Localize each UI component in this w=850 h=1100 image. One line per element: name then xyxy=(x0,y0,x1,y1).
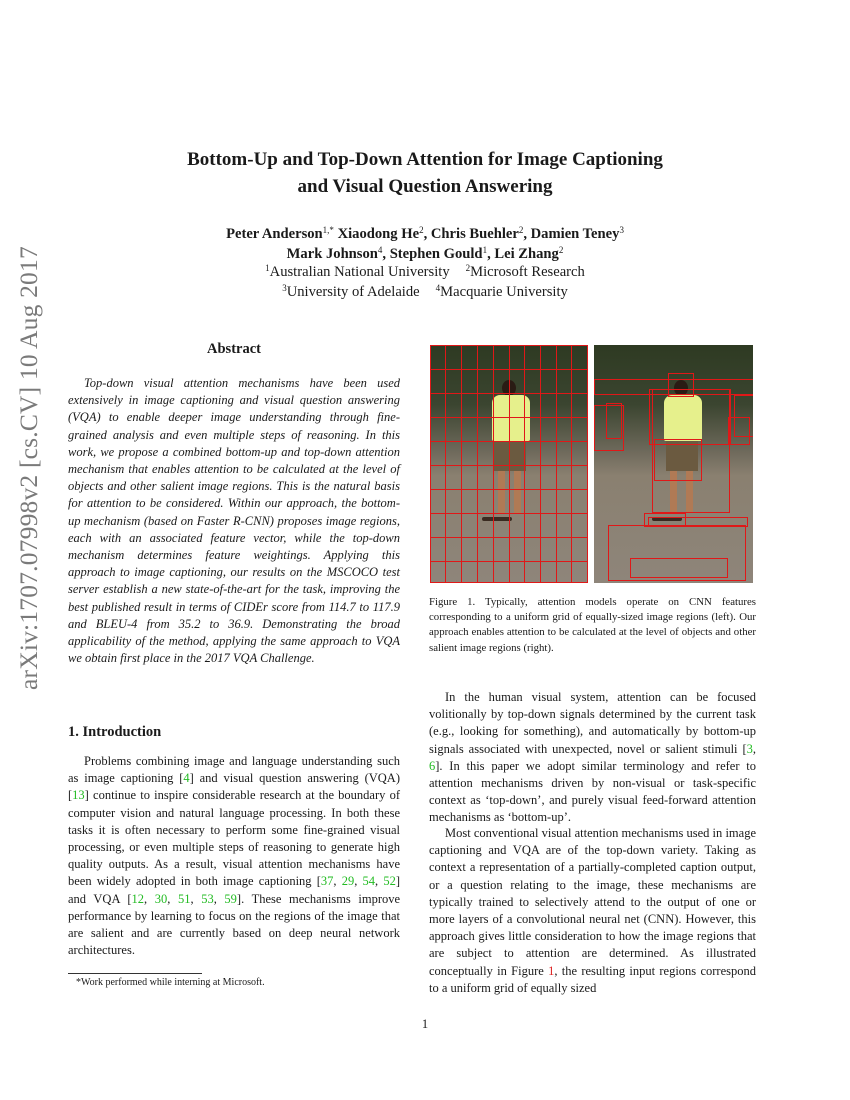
abstract-heading: Abstract xyxy=(207,341,261,357)
citation-link[interactable]: 52 xyxy=(383,874,396,889)
citation-link[interactable]: 12 xyxy=(131,891,145,906)
affiliation: Microsoft Research xyxy=(470,264,585,280)
affiliations: $^1$Australian National University $^2$Microsoft Research $^3$University of Adelaide $^4$Macquarie University xyxy=(265,263,585,300)
affiliation: Macquarie University xyxy=(440,283,568,300)
page-number: 1 xyxy=(421,1017,429,1031)
abstract-body xyxy=(68,375,400,667)
arxiv-stamp: arXiv:1707.07998v2 [cs.CV] 10 Aug 2017 xyxy=(14,246,43,690)
author-name: Chris Buehler xyxy=(430,226,519,242)
introduction-body xyxy=(68,753,400,959)
author-name: Lei Zhang xyxy=(494,245,559,262)
citation-link[interactable]: 37 xyxy=(320,874,334,889)
citation-link[interactable]: 54 xyxy=(362,874,376,889)
section-heading-introduction: 1. Introduction xyxy=(68,724,162,740)
citation-link[interactable]: 6 xyxy=(429,758,436,773)
figure-ref-link[interactable]: 1 xyxy=(548,963,555,978)
author-name: Xiaodong He xyxy=(337,226,420,242)
title-line-1: Bottom-Up and Top-Down Attention for Image Captioning xyxy=(187,149,663,170)
footnote: *Work performed while interning at Microsoft. xyxy=(76,977,265,988)
author-list: Peter Anderson$^{1,*}$ Xiaodong He$^2$, Chris Buehler$^2$, Damien Teney$^3$ Mark Johnson$^4$, Stephen Gould$^1$, Lei Zhang$^2$ xyxy=(226,225,624,262)
citation-link[interactable]: 29 xyxy=(341,874,355,889)
citation-link[interactable]: 30 xyxy=(154,891,168,906)
author-name: Stephen Gould xyxy=(389,245,483,262)
abstract-text: Top-down visual attention mechanisms have been used extensively in image captioning and visual question answering (VQA) to enable deeper image understanding through fine-grained analysis and even multiple steps of reasoning. In this work, we propose a combined bottom-up and top-down attention mechanism that enables attention to be calculated at the level of objects and other salient image regions. This is the natural basis for attention to be considered. Within our approach, the bottom-up mechanism (based on Faster R-CNN) proposes image regions, each with an associated feature vector, while the top-down mechanism determines feature weightings. Applying this approach to image captioning, our results on the MSCOCO test server establish a new state-of-the-art for the task, improving the best published result in terms of CIDEr score from 114.7 to 117.9 and BLEU-4 from 35.2 to 36.9. Demonstrating the broad applicability of the method, applying the same approach to VQA we obtain first place in the 2017 VQA Challenge. xyxy=(68,376,400,666)
author-name: Damien Teney xyxy=(530,226,620,242)
right-column-paragraph-2: Most conventional visual attention mechanisms used in image captioning and VQA are of the top-down variety. Taking as context a representation of a partially-completed caption output, or a question relating to the image, these mechanisms are typically trained to selectively attend to the output of one or more layers of a convolutional neural net (CNN). However, this approach gives little consideration to how the image regions that are subject to attention are determined. As illustrated conceptually in Figure 1, the resulting input regions correspond to a uniform grid of equally sized xyxy=(429,826,756,995)
citation-link[interactable]: 4 xyxy=(183,771,190,786)
author-name: Mark Johnson xyxy=(286,245,378,262)
author-name: Peter Anderson xyxy=(226,226,323,242)
citation-link[interactable]: 3 xyxy=(746,741,753,756)
citation-link[interactable]: 51 xyxy=(177,891,191,906)
citation-link[interactable]: 59 xyxy=(224,891,237,906)
right-column-paragraph-1: In the human visual system, attention can be focused volitionally by top-down signals determined by the current task (e.g., looking for something), and automatically by bottom-up signals associated with unexpected, novel or salient stimuli [3, 6]. In this paper we adopt similar terminology and refer to attention mechanisms driven by non-visual or task-specific context as ‘top-down’, and purely visual feed-forward attention mechanisms as ‘bottom-up’. xyxy=(429,690,756,825)
title-line-2: and Visual Question Answering xyxy=(297,176,553,197)
citation-link[interactable]: 13 xyxy=(72,788,85,803)
figure-1-left-grid-image xyxy=(430,345,588,583)
paper-title xyxy=(100,146,750,200)
footnote-rule xyxy=(68,973,202,974)
figure-1-right-object-image xyxy=(594,345,753,583)
figure-1-caption: Figure 1. Typically, attention models operate on CNN features corresponding to a uniform grid of equally-sized image regions (left). Our approach enables attention to be calculated at the level of objects and other salient image regions (right). xyxy=(429,596,756,654)
affiliation: University of Adelaide xyxy=(286,283,420,300)
citation-link[interactable]: 53 xyxy=(201,891,214,906)
intro-paragraph: Problems combining image and language understanding such as image captioning [4] and visual question answering (VQA) [13] continue to inspire considerable research at the boundary of computer vision and natural language processing. In both these tasks it is often necessary to perform some fine-grained visual processing, or even multiple steps of reasoning to generate high quality outputs. As a result, visual attention mechanisms have been widely adopted in both image captioning [37, 29, 54, 52] and VQA [12, 30, 51, 53, 59]. These mechanisms improve performance by learning to focus on the regions of the image that are salient and are currently based on deep neural network architectures. xyxy=(68,754,401,958)
affiliation: Australian National University xyxy=(269,264,450,280)
